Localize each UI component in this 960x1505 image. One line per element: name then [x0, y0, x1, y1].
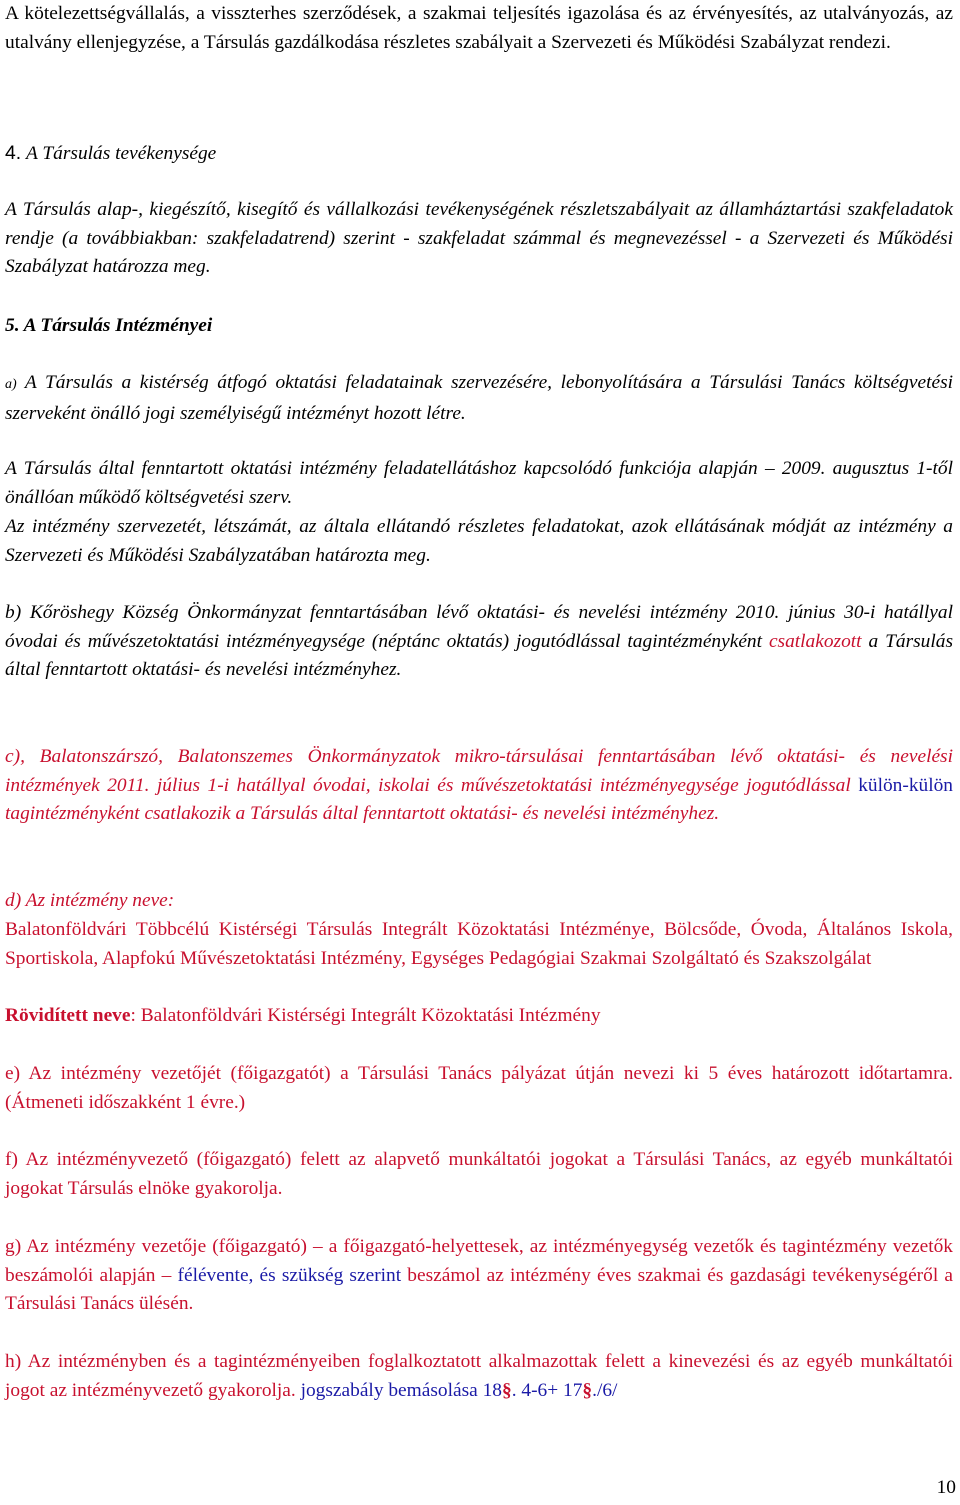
- page-number: 10: [936, 1477, 956, 1498]
- short-name-value: : Balatonföldvári Kistérségi Integrált Közoktatási Intézmény: [130, 1005, 601, 1026]
- section-4-title: A Társulás tevékenysége: [26, 143, 217, 164]
- short-name-label: Rövidített neve: [5, 1005, 131, 1026]
- section-5-g-text-2: beszámol az intézmény éves szakmai és gazdasági tevékenységéről a Társulási Tanács ülésén.: [5, 1264, 953, 1315]
- institution-short-name: [5, 1002, 953, 1031]
- section-5-h-reference-2: . 4-6+ 17: [511, 1379, 583, 1401]
- section-5-a-text: A Társulás a kistérség átfogó oktatási feladatainak szervezésére, lebonyolítására a Társulási Tanács költségvetési szerveként önálló jogi személyiségű intézményt hozott létre.: [5, 372, 954, 424]
- section-5-e-paragraph: e) Az intézmény vezetőjét (főigazgatót) a Társulási Tanács pályázat útján nevezi ki 5 éves határozott időtartamra. (Átmeneti időszakként 1 évre.): [5, 1063, 953, 1113]
- section-5-h-paragraph-sign-2: §: [582, 1379, 593, 1401]
- intro-paragraph: A kötelezettségvállalás, a visszterhes szerződések, a szakmai teljesítés igazolása és az érvényesítés, az utalványozás, az utalvány ellenjegyzése, a Társulás gazdálkodása részletes szabályait a Szervezeti és Működési Szabályzat rendezi.: [5, 3, 953, 53]
- section-5-heading: 5. A Társulás Intézményei: [5, 315, 213, 336]
- section-5-h-text: h) Az intézményben és a tagintézményeiben foglalkoztatott alkalmazottak felett a kinevezési és az egyéb munkáltatói jogot az intézményvezető gyakorolja.: [5, 1351, 953, 1401]
- section-4-body: A Társulás alap-, kiegészítő, kisegítő és vállalkozási tevékenységének részletszabályait az államháztartási szakfeladatok rendje (a továbbiakban: szakfeladatrend) szerint - szakfeladat számmal és megnevezéssel - a Szervezeti és Működési Szabályzat határozza meg.: [5, 199, 953, 278]
- section-5-g-text-1: g) Az intézmény vezetője (főigazgató) – a főigazgató-helyettesek, az intézményegység vezetők és tagintézmény vezetők beszámolói alapján –: [5, 1236, 953, 1286]
- section-5-b-highlight: csatlakozott: [768, 630, 862, 652]
- section-5-b-text-1: b) Kőröshegy Község Önkormányzat fenntartásában lévő oktatási- és nevelési intézmény 2010. június 30-i hatállyal óvodai és művészetoktatási intézményegysége (néptánc oktatás) jogutódlással tagintézményként: [5, 602, 953, 652]
- section-5-b-paragraph: [5, 599, 953, 685]
- section-5-b-text-2: a Társulás által fenntartott oktatási- és nevelési intézményhez.: [5, 630, 953, 681]
- section-4-heading: [5, 139, 953, 169]
- section-5-d-heading: d) Az intézmény neve:: [5, 890, 175, 911]
- section-5-h-paragraph: [5, 1348, 953, 1405]
- section-5-h-reference-3: ./6/: [592, 1379, 618, 1401]
- section-5-c-paragraph: [5, 743, 953, 829]
- section-5-g-highlight: félévente, és szükség szerint: [177, 1264, 402, 1286]
- section-5-a-paragraph: [5, 369, 953, 428]
- section-5-c-text-1: c), Balatonszárszó, Balatonszemes Önkormányzatok mikro-társulásai fenntartásában lévő oktatási- és nevelési intézmények 2011. július 1-i hatállyal óvodai, iskolai és művészetoktatási intézményegysége jogutódlással: [5, 746, 953, 796]
- section-4-number: 4.: [5, 142, 22, 164]
- section-5-h-paragraph-sign-1: §: [501, 1379, 512, 1401]
- section-5-g-paragraph: [5, 1233, 953, 1319]
- section-5-f-paragraph: f) Az intézményvezető (főigazgató) felett az alapvető munkáltatói jogokat a Társulási Tanács, az egyéb munkáltatói jogokat Társulás elnöke gyakorolja.: [5, 1149, 953, 1199]
- section-5-h-reference-1: jogszabály bemásolása 18: [300, 1379, 502, 1401]
- section-5-a-function: A Társulás által fenntartott oktatási intézmény feladatellátáshoz kapcsolódó funkciója alapján – 2009. augusztus 1-től önállóan működő költségvetési szerv.: [5, 458, 953, 508]
- section-5-c-highlight: külön-külön: [858, 774, 953, 796]
- institution-name: Balatonföldvári Többcélú Kistérségi Társulás Integrált Közoktatási Intézménye, Bölcsőde, Óvoda, Általános Iskola, Sportiskola, Alapfokú Művészetoktatási Intézmény, Egységes Pedagógiai Szakmai Szolgáltató és Szakszolgálat: [5, 919, 953, 969]
- section-5-c-text-2: tagintézményként csatlakozik a Társulás által fenntartott oktatási- és nevelési intézményhez.: [5, 803, 720, 825]
- section-5-a-marker: a): [5, 377, 17, 392]
- section-5-a-organization: Az intézmény szervezetét, létszámát, az általa ellátandó részletes feladatokat, azok ellátásának módját az intézmény a Szervezeti és Működési Szabályzatában határozta meg.: [5, 516, 953, 566]
